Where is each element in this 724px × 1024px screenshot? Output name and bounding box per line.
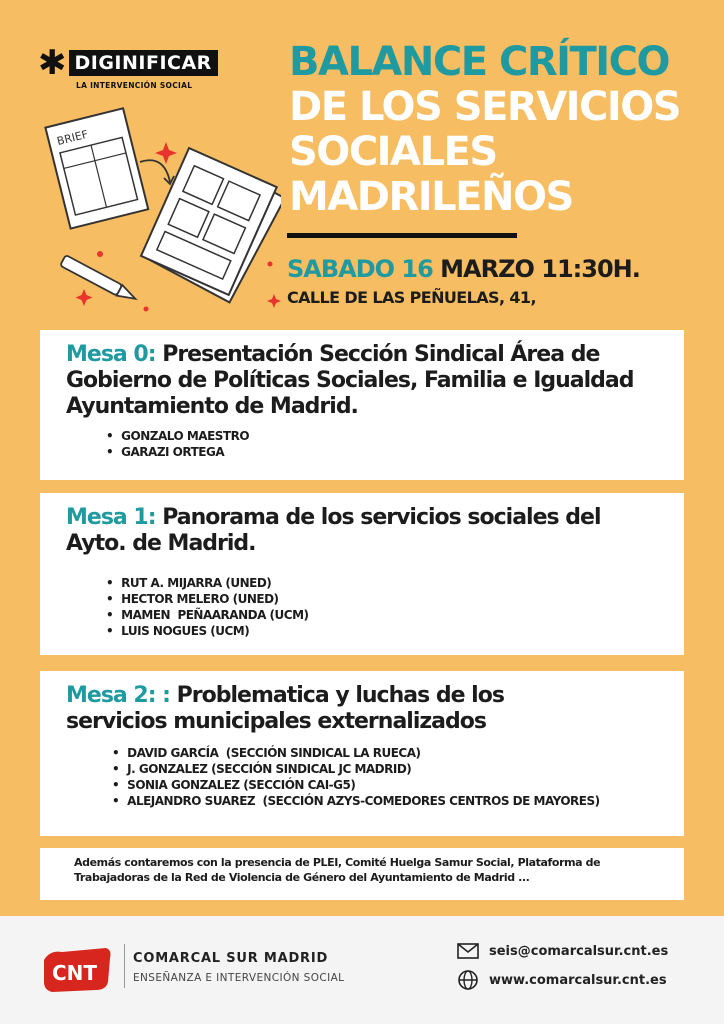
- contact-website[interactable]: [457, 969, 667, 991]
- mesa-1-title: Panorama de los servicios sociales del Ayto. de Madrid.: [66, 505, 601, 556]
- footer-divider: [124, 944, 125, 988]
- event-datetime: [287, 254, 640, 284]
- email-text[interactable]: seis@comarcalsur.cnt.es: [489, 943, 669, 959]
- brief-label: BRIEF: [55, 127, 90, 149]
- speaker-item: • SONIA GONZALEZ (SECCIÓN CAI-G5): [112, 777, 662, 793]
- speaker-item: • GONZALO MAESTRO: [106, 428, 662, 444]
- mesa-2-title: Problematica y luchas de los servicios municipales externalizados: [66, 683, 504, 734]
- speaker-item: • GARAZI ORTEGA: [106, 444, 662, 460]
- speaker-item: • DAVID GARCÍA (SECCIÓN SINDICAL LA RUECA): [112, 745, 662, 761]
- event-time: MARZO 11:30H.: [440, 255, 640, 283]
- contact-email[interactable]: [457, 943, 668, 959]
- title-line-4: MADRILEÑOS: [289, 174, 573, 220]
- title-line-2: DE LOS SERVICIOS: [289, 84, 681, 130]
- title-divider: [287, 233, 517, 238]
- mesa-1-heading: [66, 505, 606, 557]
- logo-wordmark: DIGINIFICAR: [69, 50, 218, 76]
- title-line-1: BALANCE CRÍTICO: [289, 39, 670, 85]
- mesa-2-heading: [66, 683, 566, 735]
- mesa-2-panel: [40, 671, 684, 836]
- envelope-icon: [457, 943, 479, 959]
- documents-illustration: [36, 104, 281, 314]
- logo-subtitle: LA INTERVENCIÓN SOCIAL: [76, 81, 193, 90]
- mesa-0-label: Mesa 0:: [66, 342, 156, 367]
- footer-org: COMARCAL SUR MADRID: [133, 951, 329, 966]
- mesa-0-title: Presentación Sección Sindical Área de Gobierno de Políticas Sociales, Familia e Igualdad Ayuntamiento de Madrid.: [66, 342, 634, 419]
- speaker-item: • LUIS NOGUES (UCM): [106, 623, 662, 639]
- speaker-item: • RUT A. MIJARRA (UNED): [106, 575, 662, 591]
- mesa-2-label: Mesa 2: :: [66, 683, 170, 708]
- mesa-2-speakers: [112, 745, 662, 809]
- mesa-0-speakers: [106, 428, 662, 460]
- title-line-3: SOCIALES: [289, 129, 497, 175]
- extra-note-panel: [40, 848, 684, 900]
- website-text[interactable]: www.comarcalsur.cnt.es: [489, 972, 667, 988]
- event-day: SABADO 16: [287, 255, 433, 283]
- footer: [0, 916, 724, 1024]
- speaker-item: • J. GONZALEZ (SECCIÓN SINDICAL JC MADRID): [112, 761, 662, 777]
- footer-dept: ENSEÑANZA E INTERVENCIÓN SOCIAL: [133, 972, 345, 984]
- event-address: CALLE DE LAS PEÑUELAS, 41,: [287, 288, 536, 307]
- diginificar-logo: [38, 43, 218, 90]
- mesa-1-panel: [40, 493, 684, 655]
- speaker-item: • HECTOR MELERO (UNED): [106, 591, 662, 607]
- mesa-0-panel: [40, 330, 684, 480]
- globe-icon: [457, 969, 479, 991]
- mesa-1-speakers: [106, 575, 662, 639]
- extra-note-text: Además contaremos con la presencia de PLEI, Comité Huelga Samur Social, Plataforma de Trabajadoras de la Red de Violencia de Género del Ayuntamiento de Madrid ...: [74, 856, 601, 884]
- speaker-item: • ALEJANDRO SUAREZ (SECCIÓN AZYS-COMEDORES CENTROS DE MAYORES): [112, 793, 662, 809]
- asterisk-icon: ✱: [38, 43, 67, 83]
- cnt-badge-icon: [40, 946, 114, 994]
- event-title: [289, 40, 709, 220]
- mesa-0-heading: [66, 342, 662, 420]
- mesa-1-label: Mesa 1:: [66, 505, 156, 530]
- cnt-badge-text: CNT: [52, 961, 98, 985]
- speaker-item: • MAMEN PEÑAARANDA (UCM): [106, 607, 662, 623]
